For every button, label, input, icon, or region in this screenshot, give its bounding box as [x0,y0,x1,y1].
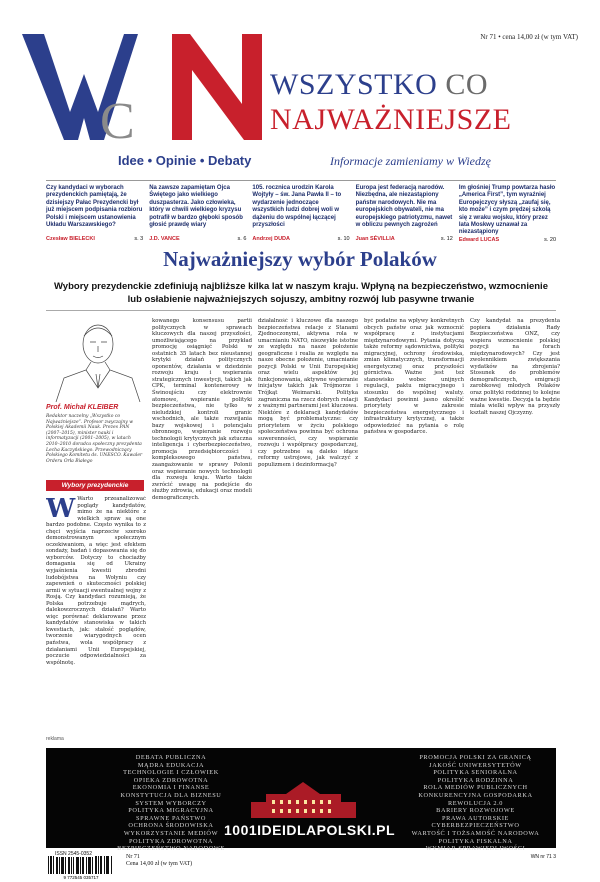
wcn-logo [22,34,282,146]
teaser-author: Czesław BIELECKI [46,235,95,242]
teaser-page: s. 20 [544,236,557,243]
slogan-right: Informacje zamieniamy w Wiedzę [330,154,491,168]
slogan-left: Idee • Opinie • Debaty [118,153,252,168]
barcode-number: 9 772545 035717 [63,875,99,880]
footer [46,852,556,882]
teaser-author: J.D. VANCE [149,235,180,242]
author-bio: Redaktor naczelny „Wszystko co Najważniejsze”. Profesor zwyczajny w Polskiej Akademii Nauk. Prezes PAN (2007–2015), minister nauki i informatyzacji (2001–2005), w latach 2010–2010 doradca społeczny prezydenta Lecha Kaczyńskiego. Przewodniczący Polskiego Komitetu ds. UNESCO. Kawaler Orderu Orła Białego [46,414,143,464]
teaser-text: Europa jest federacją narodów. Niezbędna, ale niezastąpiony państw narodowych. Nie ma europejskich obywateli, nie ma europejskiego patriotyzmu, nawet w obliczu pewnych zagrożeń [355,185,453,229]
teaser[interactable] [356,185,453,243]
teaser-text: Na zawsze zapamiętam Ojca Świętego jako wielkiego duszpasterza. Jako człowieka, który w chwili wielkiego kryzysu potrafił w bardzo głęboki sposób głosić prawdę wiary [149,185,243,229]
footer-page-marker: WN nr 71 3 [530,854,556,860]
article-column-3 [258,318,358,746]
drop-cap: W [46,496,76,524]
teaser[interactable] [149,185,246,243]
divider [46,310,556,311]
svg-text:C: C [100,93,135,146]
teaser-text: Czy kandydaci w wyborach prezydenckich pamiętają, że dzisiejszy Pałac Prezydencki był już miejscem podpisania rozbioru Polski i miejscem ustanowienia Układu Warszawskiego? [46,185,143,229]
teaser-page: s. 6 [237,235,247,242]
teaser-page: s. 10 [337,235,350,242]
teaser-strip [46,180,556,243]
masthead-line-2: NAJWAŻNIEJSZE [270,103,512,136]
teaser[interactable] [46,185,143,243]
article-column-1 [46,496,146,746]
column-text: działalność i kluczowe dla naszego bezpieczeństwa relacje z Stanami Zjednoczonymi, aktywna rola w umacnianiu NATO, niezwykłe istotne ze względu na nasze położenie geograficzne i realia ze względu na nasze obecne położenie, umacnianie pozycji Polski w Unii Europejskiej oraz wielu aspektów jej funkcjonowania, aktywne wspieranie inicjatyw takich jak Trójmorze i Trójkąt Weimarski. Polityka zagraniczna na rzecz dobrych relacji z ważnymi partnerami jest kluczowa. Niektóre z deklaracji kandydatów mogą być problematyczne: czy priorytetem w życiu polskiego społeczeństwa powinna być ochrona suwerenności, czy wspieranie rozwoju i współpracy gospodarczej, czy potrzebne są daleko idące reformy ustrojowe, jak walczyć z populizmem i dezinformacją? [258,318,358,469]
author-portrait-sketch [46,318,146,402]
column-text: kowanego konsensusu partii politycznych w sprawach kluczowych dla naszej przyszłości, umożliwiającego na przykład promocję osiągnięć Polski w ostatnich 35 latach bez nieustannej krytyki działań politycznych oponentów, działania w dziedzinie rozwoju kraju i wspierania strategicznych inwestycji, takich jak CPK, terminal kontenerowy w Świnoujściu czy elektrownie atomowe, wspieranie polityki bezpieczeństwa, nie tylko w nieludzkiej kontroli granic wschodnich, ale także rozwijania bazy wojskowej i potencjału obronnego, wspieranie rozwoju technologii krytycznych jak sztuczna inteligencja i cyberbezpieczeństwo, promocja przedsiębiorczości i kompleksowego państwa, zaangażowanie w sprawy Polonii oraz wspieranie nowych technologii dla rozwoju kraju. Warto także zwrócić uwagę na podejście do służby zdrowia, edukacji oraz modeli demograficznych. [152,318,252,501]
teaser-author: Andrzej DUDA [252,235,290,242]
article-column-2 [152,318,252,746]
teaser-text: 105. rocznica urodzin Karola Wojtyły – św. Jana Pawła II – to wydarzenie jednoczące wszystkich ludzi dobrej woli w dążeniu do wspólnej łączącej przyszłości [252,185,342,229]
column-text: Warto przeanalizować poglądy kandydatów, mimo że na niektóre z wielkich spraw są one bardzo podobne. Często wynika to z chęci wyjścia naprzeciw szeroko demonstrowanym społecznym oczekiwaniom, a więc jest efektem sondaży, badań i dopasowania się do wyborców. Dotyczy to chociażby domagania się od Ukrainy wyjaśnienia kwestii zbrodni ludobójstwa na Wołyniu czy zapewnień o skuteczności polskiej armii w sytuacji ewentualnej wojny z Rosją. Czy kandydaci rozumieją, że Polska potrzebuje mądrych, dalekowzrocznych działań? Warto więc porównać deklarowane przez kandydatów stanowiska w takich kwestiach, jak: stałość poglądów, tworzenie wiarygodnych ocen państwa, wola współpracy z działaniami Unii Europejskiej, poczucie odpowiedzialności za wspólnotę. [46,496,146,666]
banner-right-list: PROMOCJA POLSKI ZA GRANICĄ JAKOŚĆ UNIWERSYTETÓW POLITYKA SENIORALNA POLITYKA RODZINNA ROLA MEDIÓW PUBLICZNYCH KONKURENCYJNA GOSPODARKA REWOLUCJA 2.0 BARIERY ROZWOJOWE PRAWA AUTORSKIE CYBERBEZPIECZEŃSTWO WARTOŚĆ I TOŻSAMOŚĆ NARODOWA POLITYKA FISKALNA WYMIAR SPRAWIEDLIWOŚCI [411,754,540,853]
issue-price: Nr 71 • cena 14,00 zł (w tym VAT) [480,33,578,41]
article-column-5 [470,318,560,746]
banner-url[interactable]: 1001IDEIDLAPOLSKI.PL [224,822,396,838]
teaser-author: Edward LUCAS [458,236,500,243]
author-name: Prof. Michał KLEIBER [46,404,119,411]
masthead-line-1: WSZYSTKO CO [270,68,489,101]
teaser-page: s. 12 [440,235,453,242]
column-text: Czy kandydat na prezydenta popiera działania Rady Bezpieczeństwa ONZ, czy wspiera wzmocnienie polskiej pozycji na forach międzynarodowych? Czy jest zwolennikiem zwiększania wydatków na zbrojenia? Stosunek do problemów demograficznych, emigracji zarobkowej młodych Polaków oraz polityki rodzinnej to kolejne ważne kwestie. Decyzja ta będzie miała wielki wpływ na przyszły kształt naszej Ojczyzny. [470,318,560,416]
column-text: być podatne na wpływy konkretnych obcych państw oraz jak wzmocnić współpracę z instytucjami międzynarodowymi. Pytania dotyczą także reformy sądownictwa, polityki migracyjnej, ochrony środowiska, zmian klimatycznych, transformacji energetycznej oraz przyszłości górnictwa. Ważne jest też stanowisko wobec unijnych regulacji, paktu migracyjnego i stosunku do wspólnej waluty. Kandydaci powinni jasno określić priorytety w zakresie bezpieczeństwa energetycznego i infrastruktury krytycznej, a także odpowiedzieć na pytania o rolę państwa w gospodarce. [364,318,464,436]
issn: ISSN 2545-0352 [55,851,92,857]
teaser[interactable] [252,185,349,243]
headline: Najważniejszy wybór Polaków [163,247,437,271]
teaser-page: s. 3 [134,235,144,242]
banner-left-list: DEBATA PUBLICZNA MĄDRA EDUKACJA TECHNOLOGIE I CZŁOWIEK OPIEKA ZDROWOTNA EKONOMIA I FINANSE KONSTYTUCJA DLA BIZNESU SYSTEM WYBORCZY POLITYKA MIGRACYJNA SPRAWNE PAŃSTWO OCHRONA ŚRODOWISKA WYKORZYSTANIE MEDIÓW POLITYKA ZDROWOTNA BEZPIECZEŃSTWO NARODOWE [117,754,225,853]
footer-issue: Nr 71 Cena 14,00 zł (w tym VAT) [126,854,193,867]
section-label: Wybory prezydenckie [46,480,144,491]
article-column-4 [364,318,464,746]
ad-banner[interactable] [46,748,556,853]
ad-label: reklama [46,736,64,742]
teaser-author: Juan SÉVILLIA [355,235,395,242]
teaser[interactable] [459,185,556,243]
subhead: Wybory prezydenckie zdefiniują najbliższe kilka lat w naszym kraju. Wpłyną na bezpieczeństwo, wzmocnienie lub osłabienie najważniejszych sojuszy, ambitny rozwój lub pasywne trwanie [54,281,548,305]
teaser-text: Im głośniej Trump powtarza hasło „America First”, tym wyraźniej Europejczycy słyszą „zaufaj się, kto może” i czym prędzej szkolą się z wraku wojsku, który przez lata Moskwy uznawał za niezastąpiony [458,185,556,236]
palace-illustration [246,774,361,819]
